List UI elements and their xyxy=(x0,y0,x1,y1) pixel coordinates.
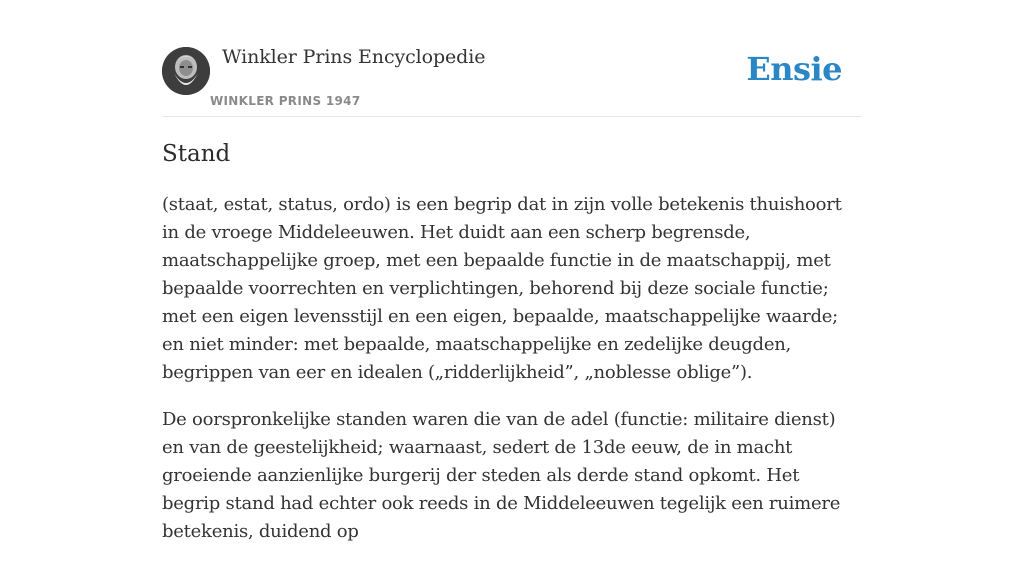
article-paragraph: (staat, estat, status, ordo) is een begrip dat in zijn volle betekenis thuishoort in de vroege Middeleeuwen. Het duidt aan een scherp begrensde, maatschappelijke groep, met een bepaalde functie in de maatschappij, met bepaalde voorrechten en verplichtingen, behorend bij deze sociale functie; met een eigen levensstijl en een eigen, bepaalde, maatschappelijke waarde; en niet minder: met bepaalde, maatschappelijke en zedelijke deugden, begrippen van eer en idealen („ridderlijkheid”, „noblesse oblige”). xyxy=(162,194,842,383)
article-body xyxy=(162,191,862,565)
page-container xyxy=(162,0,862,542)
source-subtitle: WINKLER PRINS 1947 xyxy=(210,94,361,108)
author-avatar[interactable] xyxy=(162,47,210,95)
source-title[interactable]: Winkler Prins Encyclopedie xyxy=(222,46,486,68)
portrait-icon xyxy=(162,47,210,95)
source-header xyxy=(162,0,862,117)
article-paragraph: De oorspronkelijke standen waren die van de adel (functie: militaire dienst) en van de geestelijkheid; waarnaast, sedert de 13de eeuw, de in macht groeiende aanzienlijke burgerij der steden als derde stand opkomt. Het begrip stand had echter ook reeds in de Middeleeuwen tegelijk een ruimere betekenis, duidend op xyxy=(162,409,841,542)
ensie-logo[interactable]: Ensie xyxy=(746,50,842,88)
article-title: Stand xyxy=(162,141,231,167)
